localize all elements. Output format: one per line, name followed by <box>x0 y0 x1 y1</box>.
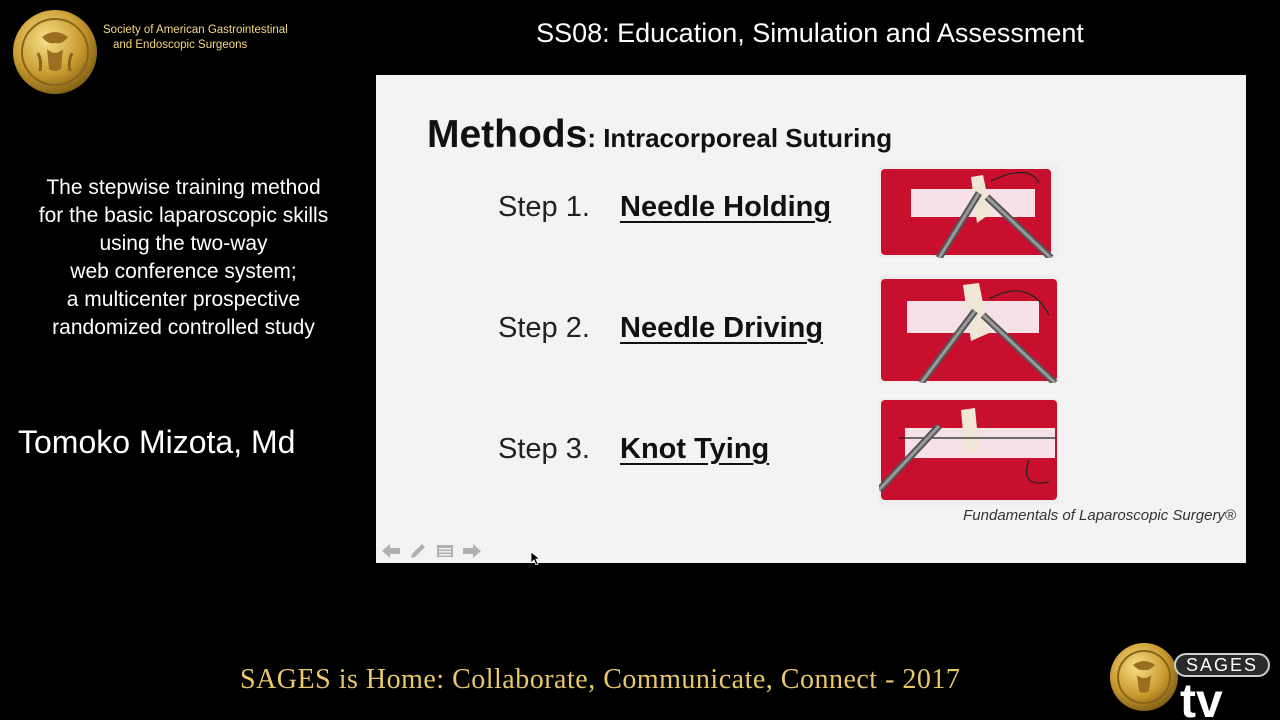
slide-heading-sub: : Intracorporeal Suturing <box>587 123 893 153</box>
step-number: Step 2. <box>498 312 590 344</box>
needle-holding-photo <box>879 163 1059 258</box>
slide-controls <box>380 540 482 562</box>
step-item <box>498 433 769 466</box>
step-name: Needle Holding <box>620 191 832 223</box>
talk-title-line: The stepwise training method <box>46 176 321 199</box>
talk-title-line: using the two-way <box>99 232 268 255</box>
image-credit: Fundamentals of Laparoscopic Surgery® <box>963 507 1236 524</box>
arrow-right-icon[interactable] <box>461 541 482 562</box>
society-name-line2: and Endoscopic Surgeons <box>113 39 248 51</box>
step-name: Knot Tying <box>620 433 770 465</box>
society-name <box>103 23 288 53</box>
speaker-name: Tomoko Mizota, Md <box>18 424 296 460</box>
sages-logo-text: SAGES <box>1185 655 1259 675</box>
slide-heading-main: Methods <box>427 113 588 156</box>
sages-tv-logo <box>1108 641 1274 720</box>
arrow-left-icon[interactable] <box>380 541 401 562</box>
session-title: SS08: Education, Simulation and Assessment <box>536 18 1084 48</box>
conference-slogan: SAGES is Home: Collaborate, Communicate, Connect - 2017 <box>240 664 961 695</box>
needle-driving-photo <box>879 275 1059 383</box>
talk-title-line: a multicenter prospective <box>66 288 301 311</box>
presentation-slide <box>376 75 1246 563</box>
pencil-icon[interactable] <box>407 541 428 562</box>
step-item <box>498 312 823 345</box>
talk-title-line: for the basic laparoscopic skills <box>38 204 329 227</box>
menu-icon[interactable] <box>434 541 455 562</box>
slide-heading <box>427 113 892 157</box>
step-item <box>498 191 831 224</box>
sages-seal-logo <box>12 9 98 95</box>
mouse-cursor-icon <box>531 552 540 565</box>
tv-logo-text: tv <box>1180 675 1223 720</box>
step-number: Step 3. <box>498 433 590 465</box>
knot-tying-photo <box>879 398 1059 505</box>
society-name-line1: Society of American Gastrointestinal <box>103 24 288 36</box>
step-name: Needle Driving <box>620 312 824 344</box>
step-number: Step 1. <box>498 191 590 223</box>
talk-title <box>6 174 361 342</box>
talk-title-line: web conference system; <box>70 260 297 283</box>
talk-title-line: randomized controlled study <box>52 316 315 339</box>
